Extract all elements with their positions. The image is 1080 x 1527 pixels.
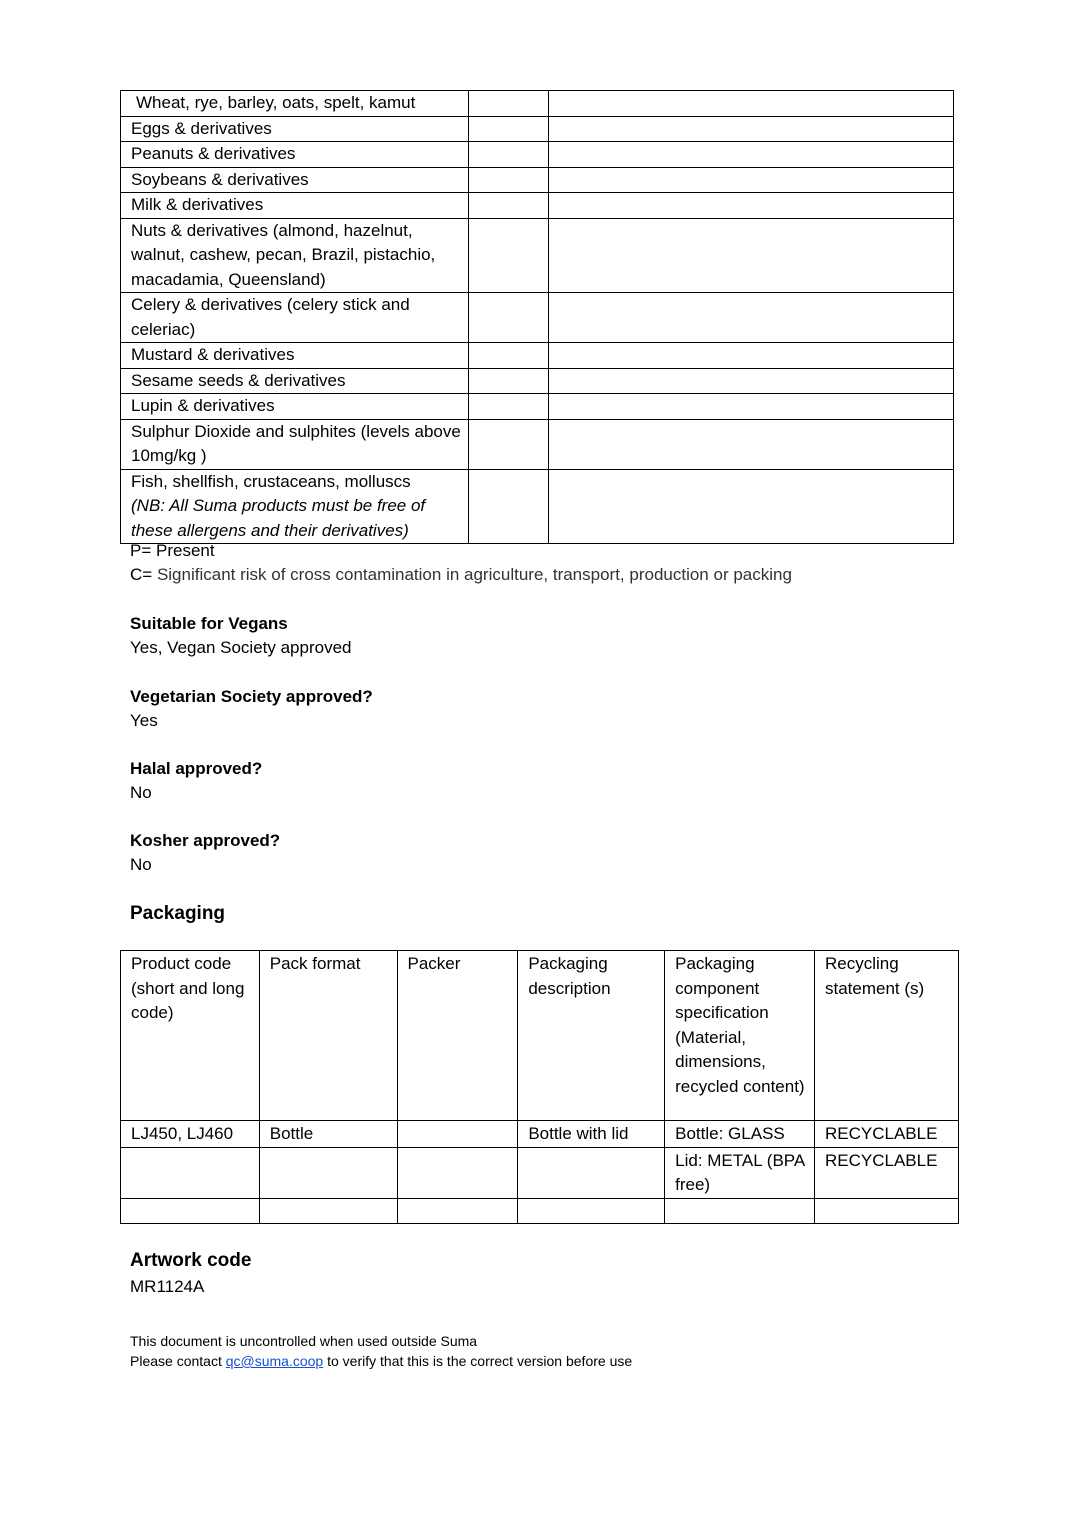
allergen-detail-cell [549, 293, 954, 343]
cell-component-specification [665, 1198, 815, 1223]
allergen-name: Sesame seeds & derivatives [121, 368, 469, 394]
allergen-status-cell [468, 218, 549, 293]
allergen-status-cell [468, 419, 549, 469]
allergen-name [121, 469, 469, 544]
header-pack-format: Pack format [259, 951, 397, 1121]
allergen-detail-cell [549, 419, 954, 469]
cell-component-specification: Lid: METAL (BPA free) [665, 1147, 815, 1198]
table-row [121, 1147, 959, 1198]
header-component-specification: Packaging component specification (Material, dimensions, recycled content) [665, 951, 815, 1121]
vegetarian-value: Yes [130, 711, 158, 730]
kosher-heading: Kosher approved? [130, 831, 281, 850]
cell-packer [397, 1147, 518, 1198]
table-row [121, 343, 954, 369]
allergen-status-cell [468, 469, 549, 544]
vegan-heading: Suitable for Vegans [130, 614, 288, 633]
table-row [121, 193, 954, 219]
allergen-name: Celery & derivatives (celery stick and celeriac) [121, 293, 469, 343]
allergen-name: Sulphur Dioxide and sulphites (levels above 10mg/kg ) [121, 419, 469, 469]
allergen-detail-cell [549, 394, 954, 420]
table-header-row [121, 951, 959, 1121]
legend-c-key: C= [130, 565, 153, 584]
allergen-status-cell [468, 91, 549, 117]
table-row [121, 394, 954, 420]
allergen-detail-cell [549, 368, 954, 394]
allergen-detail-cell [549, 343, 954, 369]
legend-present: P= Present [130, 541, 215, 560]
table-row [121, 167, 954, 193]
allergen-detail-cell [549, 469, 954, 544]
allergen-status-cell [468, 193, 549, 219]
table-row [121, 293, 954, 343]
table-row [121, 368, 954, 394]
cell-product-code [121, 1198, 260, 1223]
cell-recycling-statement [815, 1198, 959, 1223]
allergen-status-cell [468, 293, 549, 343]
artwork-code: MR1124A [130, 1277, 205, 1296]
footer-contact-prefix: Please contact [130, 1353, 226, 1369]
table-row [121, 218, 954, 293]
cell-recycling-statement: RECYCLABLE [815, 1147, 959, 1198]
cell-pack-format [259, 1147, 397, 1198]
kosher-value: No [130, 855, 152, 874]
packaging-table [120, 950, 959, 1224]
allergen-status-cell [468, 394, 549, 420]
allergen-table [120, 90, 954, 544]
legend-c-text: Significant risk of cross contamination in agriculture, transport, production or packing [152, 565, 792, 584]
allergen-name: Nuts & derivatives (almond, hazelnut, walnut, cashew, pecan, Brazil, pistachio, macadamia, Queensland) [121, 218, 469, 293]
allergen-name: Soybeans & derivatives [121, 167, 469, 193]
table-row [121, 1121, 959, 1148]
cell-pack-format: Bottle [259, 1121, 397, 1148]
allergen-detail-cell [549, 116, 954, 142]
contact-email-link[interactable]: qc@suma.coop [225, 1353, 324, 1369]
allergen-status-cell [468, 142, 549, 168]
cell-recycling-statement: RECYCLABLE [815, 1121, 959, 1148]
cell-pack-format [259, 1198, 397, 1223]
table-row [121, 469, 954, 544]
allergen-name: Wheat, rye, barley, oats, spelt, kamut [121, 91, 469, 117]
allergen-status-cell [468, 116, 549, 142]
cell-packer [397, 1198, 518, 1223]
allergen-detail-cell [549, 167, 954, 193]
cell-product-code: LJ450, LJ460 [121, 1121, 260, 1148]
legend-cross-contamination [130, 563, 792, 588]
allergen-status-cell [468, 167, 549, 193]
allergen-detail-cell [549, 218, 954, 293]
table-row [121, 419, 954, 469]
cell-packaging-description [518, 1198, 665, 1223]
table-row [121, 1198, 959, 1223]
cell-component-specification: Bottle: GLASS [665, 1121, 815, 1148]
footer-contact-line [130, 1351, 632, 1371]
halal-heading: Halal approved? [130, 759, 263, 778]
packaging-title: Packaging [130, 903, 226, 924]
cell-packer [397, 1121, 518, 1148]
allergen-detail-cell [549, 193, 954, 219]
allergen-status-cell [468, 368, 549, 394]
allergen-name: Lupin & derivatives [121, 394, 469, 420]
footer-contact-suffix: to verify that this is the correct version before use [323, 1353, 633, 1369]
header-packaging-description: Packaging description [518, 951, 665, 1121]
table-row [121, 142, 954, 168]
allergen-name: Milk & derivatives [121, 193, 469, 219]
table-row [121, 116, 954, 142]
table-row [121, 91, 954, 117]
vegetarian-heading: Vegetarian Society approved? [130, 687, 373, 706]
artwork-heading: Artwork code [130, 1250, 252, 1271]
allergen-detail-cell [549, 142, 954, 168]
header-product-code: Product code (short and long code) [121, 951, 260, 1121]
header-recycling-statement: Recycling statement (s) [815, 951, 959, 1121]
allergen-name: Eggs & derivatives [121, 116, 469, 142]
cell-packaging-description [518, 1147, 665, 1198]
header-packer: Packer [397, 951, 518, 1121]
cell-packaging-description: Bottle with lid [518, 1121, 665, 1148]
allergen-detail-cell [549, 91, 954, 117]
allergen-name: Peanuts & derivatives [121, 142, 469, 168]
vegan-value: Yes, Vegan Society approved [130, 638, 352, 657]
halal-value: No [130, 783, 152, 802]
footer-uncontrolled-notice: This document is uncontrolled when used outside Suma [130, 1333, 478, 1349]
allergen-note: (NB: All Suma products must be free of these allergens and their derivatives) [131, 496, 426, 540]
allergen-status-cell [468, 343, 549, 369]
allergen-name: Mustard & derivatives [121, 343, 469, 369]
cell-product-code [121, 1147, 260, 1198]
allergen-name-text: Fish, shellfish, crustaceans, molluscs [131, 471, 411, 491]
